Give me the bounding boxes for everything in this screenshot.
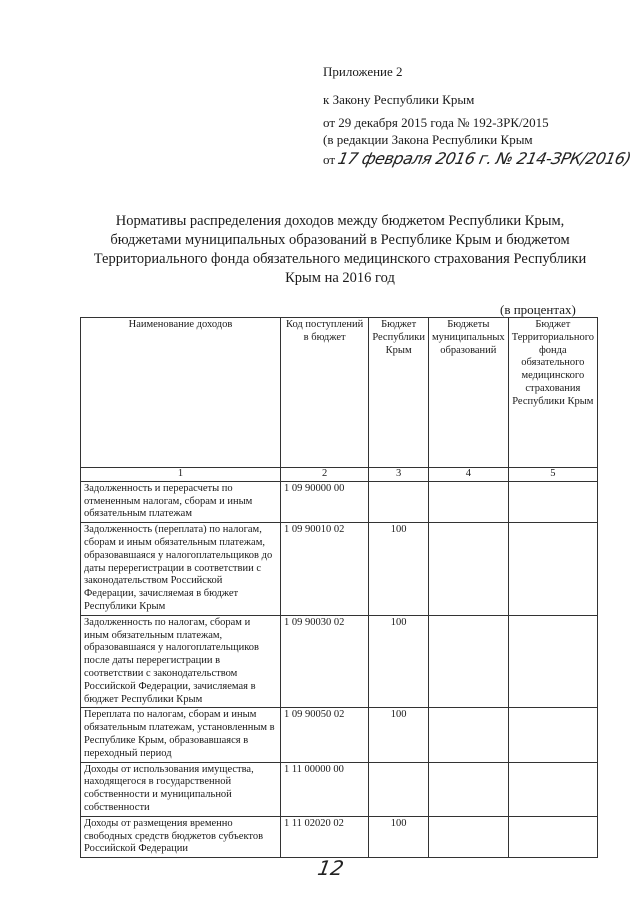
appendix-revision-date xyxy=(323,149,631,170)
column-number: 5 xyxy=(508,468,597,482)
appendix-law-reference: к Закону Республики Крым xyxy=(323,91,475,107)
municipal-share xyxy=(428,615,508,708)
handwritten-revision-date: 17 февраля 2016 г. № 214-ЗРК/2016) xyxy=(336,148,633,168)
header-tfoms-budget: Бюджет Территориального фонда обязательного медицинского страхования Республики Крым xyxy=(508,318,597,468)
tfoms-share xyxy=(508,615,597,708)
column-number: 1 xyxy=(81,468,281,482)
tfoms-share xyxy=(508,708,597,762)
column-number: 2 xyxy=(280,468,368,482)
income-name: Доходы от использования имущества, находящегося в государственной собственности и муниципальной собственности xyxy=(81,762,281,816)
table-header-row xyxy=(81,318,598,468)
revision-date-prefix: от xyxy=(323,151,336,167)
tfoms-share xyxy=(508,523,597,616)
table-row xyxy=(81,615,598,708)
header-republic-budget: Бюджет Республики Крым xyxy=(369,318,429,468)
municipal-share xyxy=(428,523,508,616)
income-code: 1 11 02020 02 xyxy=(280,816,368,857)
municipal-share xyxy=(428,816,508,857)
income-code: 1 09 90000 00 xyxy=(280,481,368,522)
tfoms-share xyxy=(508,481,597,522)
units-note: (в процентах) xyxy=(500,302,576,317)
column-number: 4 xyxy=(428,468,508,482)
republic-share: 100 xyxy=(369,615,429,708)
republic-share: 100 xyxy=(369,708,429,762)
income-name: Доходы от размещения временно свободных средств бюджетов субъектов Российской Федерации xyxy=(81,816,281,857)
republic-share xyxy=(369,762,429,816)
income-name: Задолженность и перерасчеты по отмененным налогам, сборам и иным обязательным платежам xyxy=(81,481,281,522)
table-row xyxy=(81,762,598,816)
income-code: 1 09 90030 02 xyxy=(280,615,368,708)
income-name: Переплата по налогам, сборам и иным обязательным платежам, установленным в Республике Крым, образовавшаяся в переходный период xyxy=(81,708,281,762)
republic-share: 100 xyxy=(369,523,429,616)
municipal-share xyxy=(428,762,508,816)
republic-share xyxy=(369,481,429,522)
table-row xyxy=(81,481,598,522)
handwritten-page-number: 12 xyxy=(315,856,346,880)
municipal-share xyxy=(428,481,508,522)
republic-share: 100 xyxy=(369,816,429,857)
appendix-header xyxy=(323,62,631,170)
appendix-revision-note: (в редакции Закона Республики Крым xyxy=(323,131,533,147)
column-number: 3 xyxy=(369,468,429,482)
revenue-distribution-table xyxy=(80,317,598,858)
tfoms-share xyxy=(508,762,597,816)
document-title: Нормативы распределения доходов между бюджетом Республики Крым, бюджетами муниципальных образований в Республике Крым и бюджетом Территориального фонда обязательного медицинского страхования Республики Крым на 2016 год xyxy=(93,213,587,286)
income-code: 1 09 90050 02 xyxy=(280,708,368,762)
column-number-row xyxy=(81,468,598,482)
appendix-law-date: от 29 декабря 2015 года № 192-ЗРК/2015 xyxy=(323,115,549,130)
header-municipal-budgets: Бюджеты муниципальных образований xyxy=(428,318,508,468)
header-income-code: Код поступлений в бюджет xyxy=(280,318,368,468)
appendix-number: Приложение 2 xyxy=(323,64,403,79)
income-code: 1 11 00000 00 xyxy=(280,762,368,816)
municipal-share xyxy=(428,708,508,762)
income-name: Задолженность (переплата) по налогам, сборам и иным обязательным платежам, образовавшаяся у налогоплательщиков до даты перерегистрации в соответствии с законодательством Российской Федерации, зачисляемая в бюджет Республики Крым xyxy=(81,523,281,616)
table-row xyxy=(81,708,598,762)
table-row xyxy=(81,523,598,616)
income-name: Задолженность по налогам, сборам и иным обязательным платежам, образовавшаяся у налогоплательщиков после даты перерегистрации в соответствии с законодательством Российской Федерации, зачисляемая в бюджет Республики Крым xyxy=(81,615,281,708)
tfoms-share xyxy=(508,816,597,857)
table-row xyxy=(81,816,598,857)
header-income-name: Наименование доходов xyxy=(81,318,281,468)
income-code: 1 09 90010 02 xyxy=(280,523,368,616)
